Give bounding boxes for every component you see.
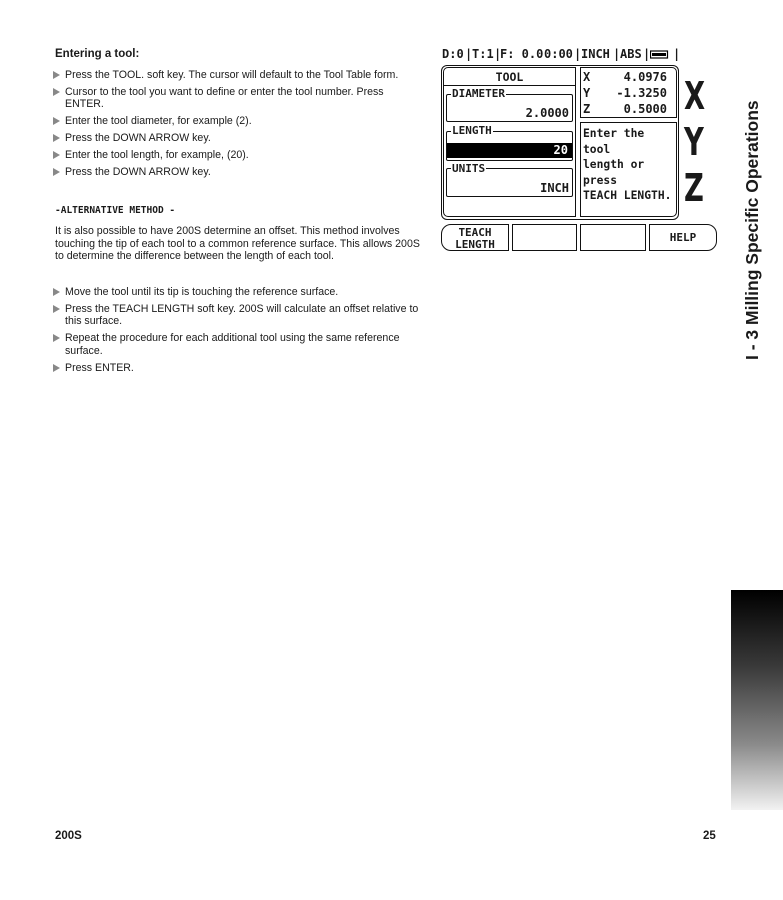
bullet-triangle-icon: [53, 88, 60, 96]
axis-key-y[interactable]: Y: [684, 120, 704, 164]
tool-form-title: TOOL: [495, 70, 524, 84]
axis-label: Z: [583, 102, 591, 116]
alternative-paragraph: It is also possible to have 200S determine an offset. This method involves touching the tip of each tool to a common reference surface. This allows 200S to determine the difference between the length of each tool.: [55, 225, 420, 263]
units-field[interactable]: INCH: [540, 181, 569, 195]
axis-value: 0.5000: [623, 102, 667, 116]
status-divider: |: [465, 47, 473, 61]
instruction-message: Enter the tool length or press TEACH LENGTH.: [583, 127, 672, 202]
status-divider: |: [574, 47, 582, 61]
bullet-triangle-icon: [53, 117, 60, 125]
list-item: Enter the tool length, for example, (20).: [53, 149, 423, 161]
axis-value: -1.3250: [616, 86, 667, 100]
list-item: Enter the tool diameter, for example (2).: [53, 115, 423, 127]
chapter-title: I - 3 Milling Specific Operations: [742, 100, 762, 360]
list-item: Press the DOWN ARROW key.: [53, 166, 423, 178]
status-divider: |: [673, 47, 681, 61]
blank-softkey-2[interactable]: [512, 224, 577, 251]
list-item: Cursor to the tool you want to define or enter the tool number. Press ENTER.: [53, 86, 423, 111]
alternative-method-label: -ALTERNATIVE METHOD -: [55, 205, 176, 216]
list-item: Move the tool until its tip is touching the reference surface.: [53, 286, 423, 298]
list-item: Repeat the procedure for each additional tool using the same reference surface.: [53, 332, 423, 357]
axis-label: Y: [583, 86, 591, 100]
diameter-label: DIAMETER: [452, 87, 505, 100]
bullet-triangle-icon: [53, 151, 60, 159]
steps-list-2: [53, 286, 423, 379]
status-time: 0:00: [544, 47, 573, 61]
bullet-triangle-icon: [53, 364, 60, 372]
length-label: LENGTH: [452, 124, 492, 137]
bullet-triangle-icon: [53, 288, 60, 296]
steps-list-1: [53, 69, 423, 183]
status-bar: [441, 47, 681, 62]
list-item: Press the DOWN ARROW key.: [53, 132, 423, 144]
status-divider: |: [494, 47, 502, 61]
section-heading: Entering a tool:: [55, 48, 140, 60]
tool-icon: [650, 49, 670, 64]
bullet-triangle-icon: [53, 71, 60, 79]
status-datum: D:0: [442, 47, 464, 61]
axis-value: 4.0976: [623, 70, 667, 84]
bullet-triangle-icon: [53, 334, 60, 342]
bullet-triangle-icon: [53, 134, 60, 142]
status-mode: ABS: [620, 47, 642, 61]
blank-softkey-3[interactable]: [580, 224, 646, 251]
status-divider: |: [613, 47, 621, 61]
list-item: Press ENTER.: [53, 362, 423, 374]
units-label: UNITS: [452, 162, 486, 175]
status-feed: F: 0.0: [500, 47, 544, 61]
status-tool: T:1: [472, 47, 494, 61]
bullet-triangle-icon: [53, 168, 60, 176]
footer-page-number: 25: [703, 830, 716, 842]
footer-product: 200S: [55, 830, 82, 842]
teach-length-softkey[interactable]: TEACH LENGTH: [441, 224, 509, 251]
status-units: INCH: [581, 47, 610, 61]
help-softkey[interactable]: HELP: [649, 224, 717, 251]
axis-key-x[interactable]: X: [684, 74, 706, 118]
diameter-field[interactable]: 2.0000: [525, 106, 569, 120]
title-divider: [443, 85, 576, 86]
length-field[interactable]: 20: [447, 143, 572, 158]
axis-label: X: [583, 70, 591, 84]
list-item: Press the TEACH LENGTH soft key. 200S will calculate an offset relative to this surface.: [53, 303, 423, 328]
status-divider: |: [643, 47, 651, 61]
axis-key-z[interactable]: Z: [684, 166, 704, 210]
chapter-gradient-tab: [731, 590, 783, 810]
bullet-triangle-icon: [53, 305, 60, 313]
list-item: Press the TOOL. soft key. The cursor will default to the Tool Table form.: [53, 69, 423, 81]
